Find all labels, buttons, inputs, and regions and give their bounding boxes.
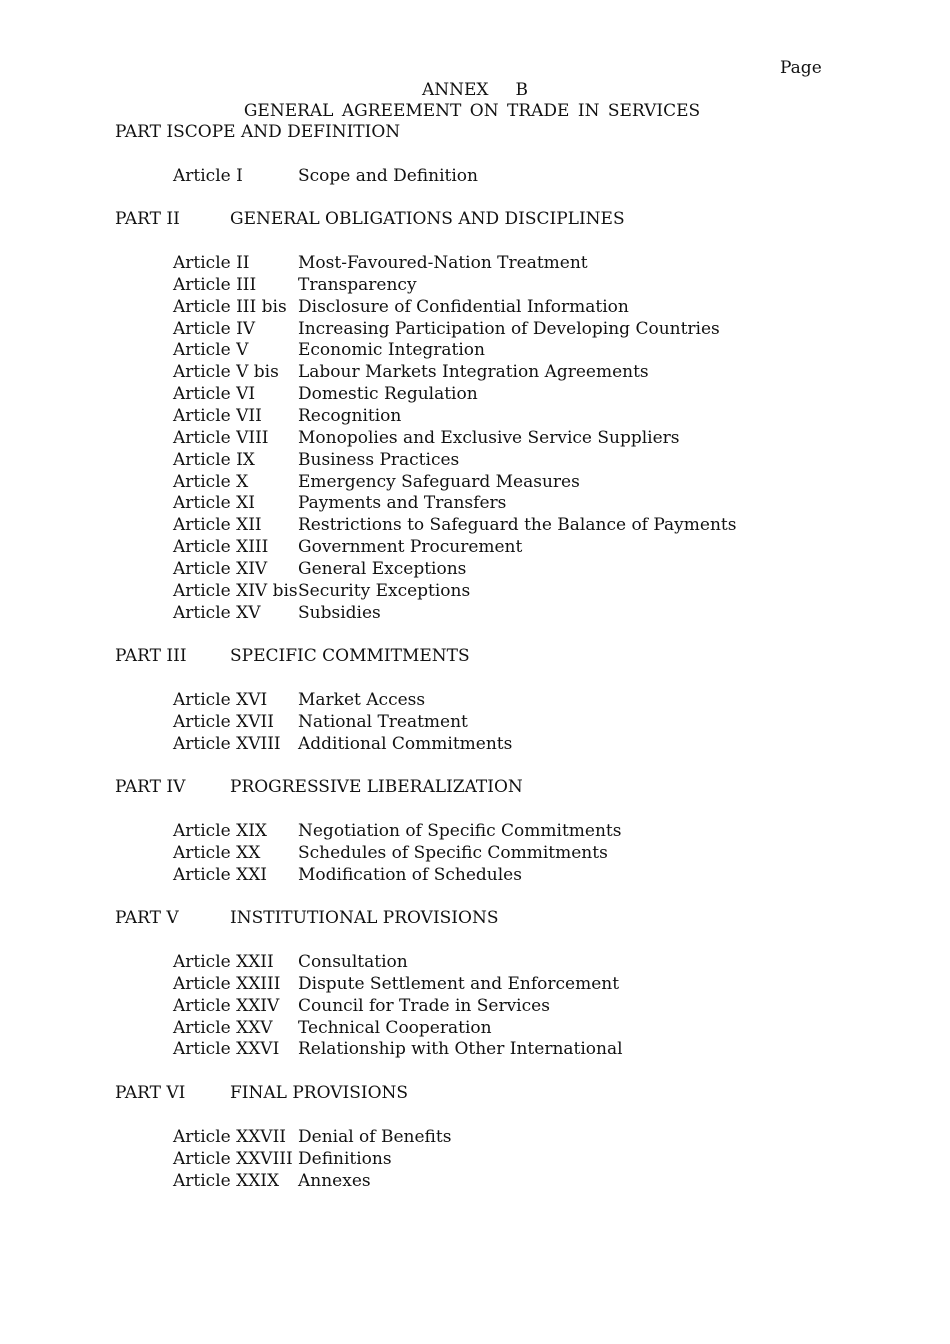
article-number: Article XXIII <box>173 973 281 994</box>
article-title: Subsidies <box>298 602 381 623</box>
part-title: PROGRESSIVE LIBERALIZATION <box>230 777 523 798</box>
article-row <box>115 166 875 188</box>
annex-label: ANNEX <box>421 80 489 100</box>
article-number: Article X <box>173 471 249 492</box>
part-heading <box>115 908 875 930</box>
article-title: Economic Integration <box>298 340 485 361</box>
article-title: Labour Markets Integration Agreements <box>298 362 649 383</box>
article-title: Emergency Safeguard Measures <box>298 471 580 492</box>
article-row <box>115 559 875 581</box>
article-title: National Treatment <box>298 711 468 732</box>
part-heading-text: PART ISCOPE AND DEFINITION <box>115 122 401 142</box>
part-title: SPECIFIC COMMITMENTS <box>230 646 470 667</box>
article-number: Article XXV <box>173 1017 273 1038</box>
article-number: Article XVI <box>173 689 268 710</box>
part-heading <box>115 1083 875 1105</box>
article-row <box>115 581 875 603</box>
article-row <box>115 319 875 341</box>
article-number: Article XXVII <box>173 1126 287 1147</box>
article-title: Monopolies and Exclusive Service Suppliers <box>298 427 680 448</box>
article-row <box>115 821 875 843</box>
article-title: Transparency <box>298 274 417 295</box>
article-row <box>115 843 875 865</box>
part-heading <box>115 209 875 231</box>
article-row <box>115 1149 875 1171</box>
part-title: INSTITUTIONAL PROVISIONS <box>230 908 499 929</box>
article-title: Denial of Benefits <box>298 1126 452 1147</box>
article-row <box>115 515 875 537</box>
article-number: Article XXIX <box>173 1170 280 1191</box>
article-title: Modification of Schedules <box>298 864 522 885</box>
article-row <box>115 1127 875 1149</box>
article-number: Article XV <box>173 602 261 623</box>
part-number: PART IV <box>115 777 186 798</box>
article-title: Schedules of Specific Commitments <box>298 842 608 863</box>
article-row <box>115 340 875 362</box>
article-title: Increasing Participation of Developing Countries <box>298 318 720 339</box>
article-row <box>115 493 875 515</box>
article-number: Article XI <box>173 493 255 514</box>
article-row <box>115 603 875 625</box>
article-number: Article XVII <box>173 711 274 732</box>
table-of-contents <box>115 122 875 1192</box>
article-row <box>115 472 875 494</box>
article-title: Government Procurement <box>298 537 523 558</box>
part-heading <box>115 122 875 144</box>
article-row <box>115 362 875 384</box>
article-title: Business Practices <box>298 449 460 470</box>
article-title: General Exceptions <box>298 558 467 579</box>
page-label: Page <box>780 58 822 78</box>
article-row <box>115 1171 875 1193</box>
article-number: Article XIV <box>173 558 268 579</box>
article-title: Council for Trade in Services <box>298 995 550 1016</box>
article-title: Domestic Regulation <box>298 384 478 405</box>
article-number: Article XXI <box>173 864 268 885</box>
article-title: Restrictions to Safeguard the Balance of Payments <box>298 515 737 536</box>
article-number: Article XXIV <box>173 995 280 1016</box>
article-number: Article III bis <box>173 296 287 317</box>
article-number: Article XXII <box>173 952 274 973</box>
article-number: Article XX <box>173 842 261 863</box>
article-row <box>115 537 875 559</box>
part-number: PART II <box>115 209 180 230</box>
article-row <box>115 450 875 472</box>
article-number: Article VI <box>173 384 256 405</box>
article-row <box>115 297 875 319</box>
article-row <box>115 1018 875 1040</box>
article-row <box>115 690 875 712</box>
article-title: Annexes <box>298 1170 371 1191</box>
article-row <box>115 712 875 734</box>
article-title: Market Access <box>298 689 426 710</box>
part-title: FINAL PROVISIONS <box>230 1083 409 1104</box>
article-title: Negotiation of Specific Commitments <box>298 821 622 841</box>
part-title: GENERAL OBLIGATIONS AND DISCIPLINES <box>230 209 625 230</box>
article-title: Additional Commitments <box>298 733 513 754</box>
article-row <box>115 253 875 275</box>
article-row <box>115 275 875 297</box>
article-number: Article XIX <box>173 821 268 841</box>
part-number: PART V <box>115 908 179 929</box>
part-number: PART III <box>115 646 187 667</box>
article-number: Article II <box>173 253 250 274</box>
article-row <box>115 428 875 450</box>
part-heading <box>115 777 875 799</box>
article-title: Disclosure of Confidential Information <box>298 296 629 317</box>
article-number: Article III <box>173 274 257 295</box>
article-number: Article V <box>173 340 249 361</box>
article-row <box>115 1039 875 1061</box>
part-heading <box>115 646 875 668</box>
article-number: Article V bis <box>173 362 279 383</box>
article-row <box>115 384 875 406</box>
article-number: Article I <box>173 165 243 186</box>
article-number: Article XVIII <box>173 733 281 754</box>
article-number: Article XIII <box>173 537 269 558</box>
article-title: Consultation <box>298 952 408 973</box>
article-title: Technical Cooperation <box>298 1017 492 1038</box>
article-number: Article IX <box>173 449 255 470</box>
article-title: Most-Favoured-Nation Treatment <box>298 253 588 274</box>
article-title: Relationship with Other International <box>298 1039 623 1060</box>
article-number: Article XXVIII <box>173 1148 293 1169</box>
article-title: Payments and Transfers <box>298 493 507 514</box>
article-number: Article VIII <box>173 427 269 448</box>
article-number: Article VII <box>173 405 262 426</box>
annex-letter: B <box>515 80 529 100</box>
article-title: Definitions <box>298 1148 392 1169</box>
article-row <box>115 734 875 756</box>
article-row <box>115 406 875 428</box>
annex-title <box>0 80 950 100</box>
article-title: Scope and Definition <box>298 165 478 186</box>
article-row <box>115 996 875 1018</box>
article-title: Security Exceptions <box>298 580 471 601</box>
article-number: Article XIV bis <box>173 580 298 601</box>
article-row <box>115 974 875 996</box>
article-number: Article XII <box>173 515 262 536</box>
article-title: Recognition <box>298 405 402 426</box>
agreement-title: GENERAL AGREEMENT ON TRADE IN SERVICES <box>243 101 701 121</box>
article-number: Article XXVI <box>173 1039 280 1060</box>
part-number: PART VI <box>115 1083 186 1104</box>
article-title: Dispute Settlement and Enforcement <box>298 973 620 994</box>
article-row <box>115 952 875 974</box>
article-row <box>115 865 875 887</box>
article-number: Article IV <box>173 318 256 339</box>
